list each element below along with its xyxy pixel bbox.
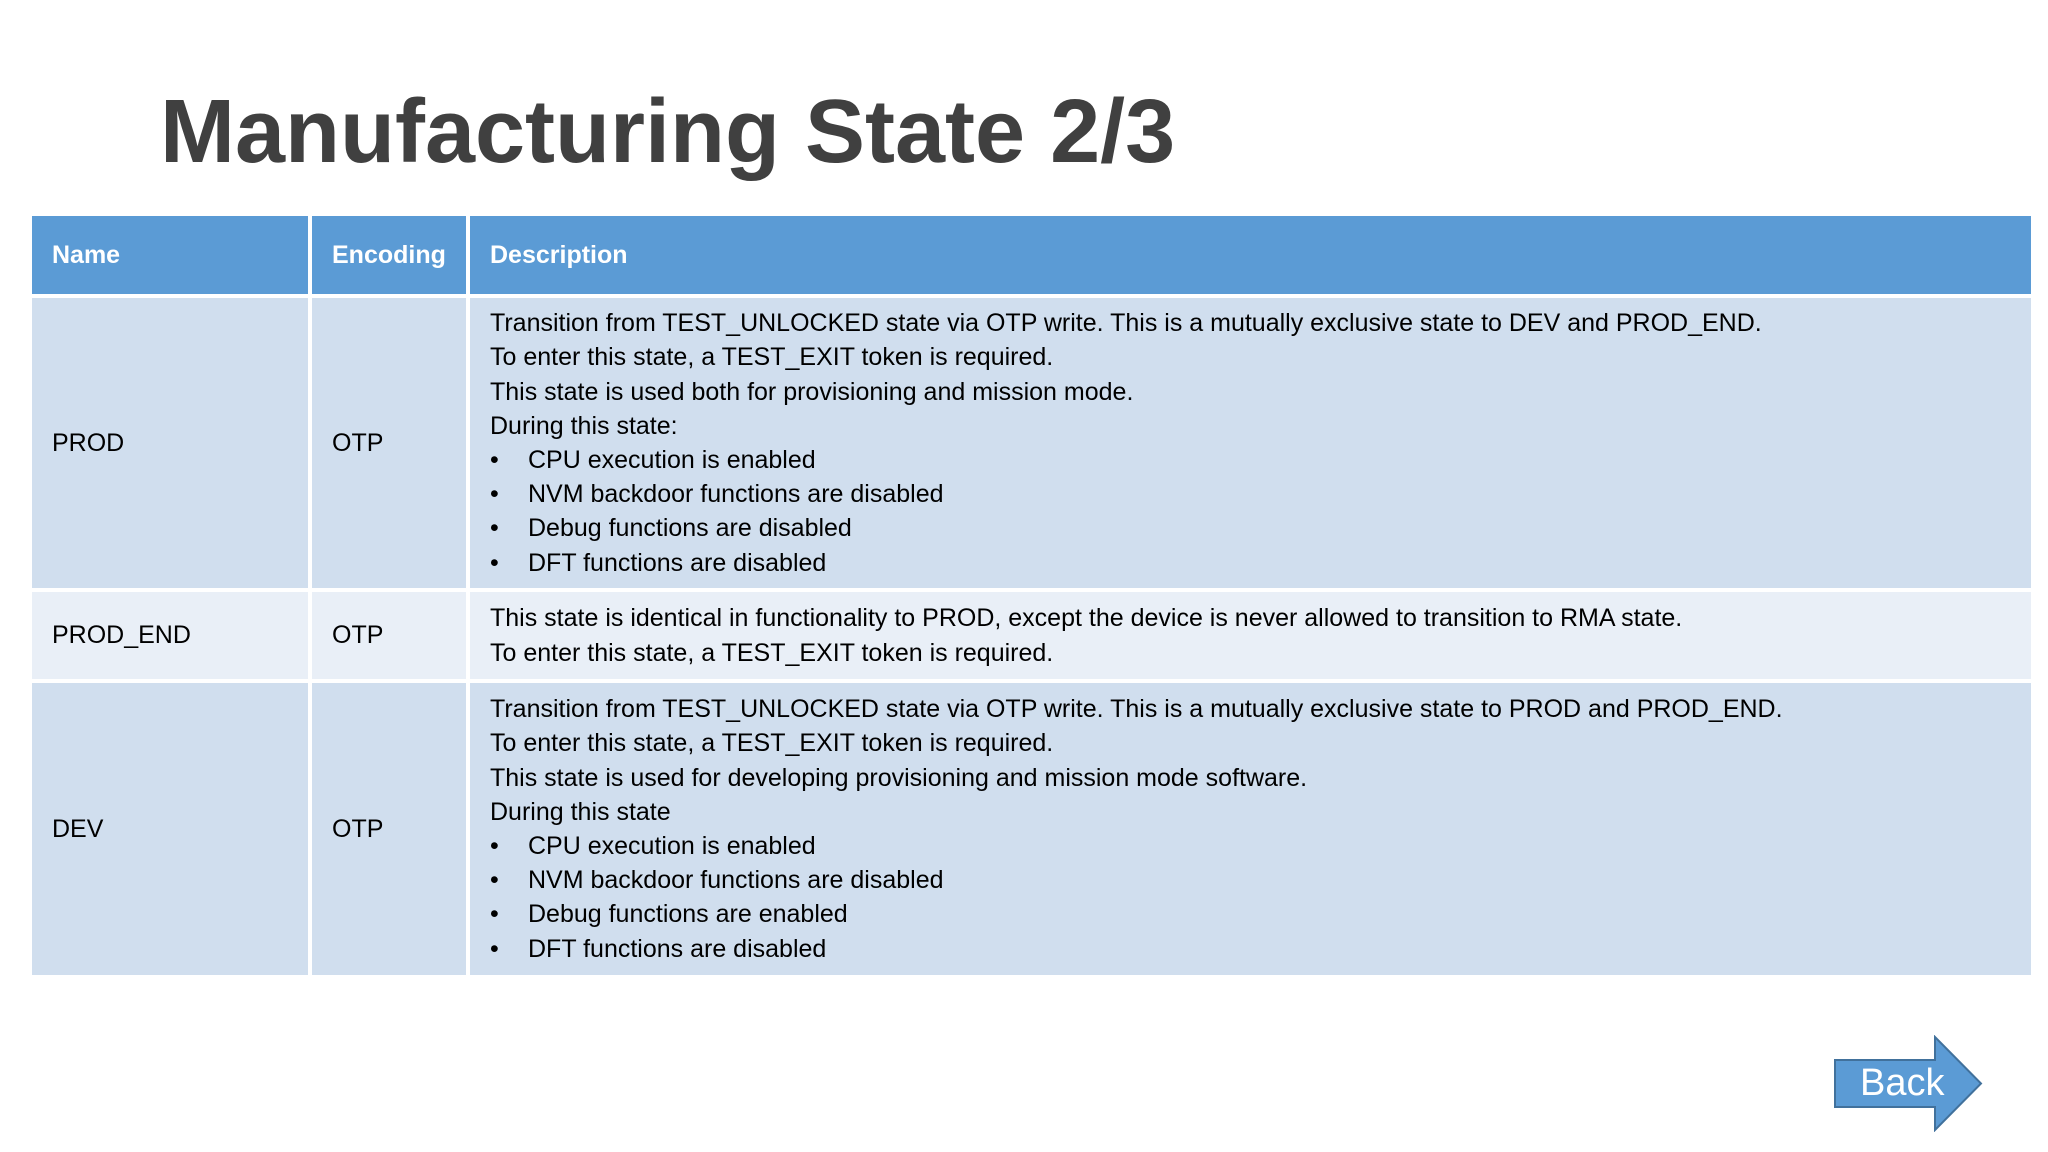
table-row-dev — [30, 681, 2033, 977]
bullet-item: • CPU execution is enabled — [490, 443, 2011, 477]
description-line: This state is identical in functionality to PROD, except the device is never allowed to transition to RMA state. — [490, 604, 1683, 633]
description-line: To enter this state, a TEST_EXIT token is required. — [490, 343, 1054, 372]
bullet-item: • NVM backdoor functions are disabled — [490, 477, 2011, 511]
column-header-name: Name — [30, 214, 310, 296]
bullet-item: • DFT functions are disabled — [490, 546, 2011, 580]
cell-encoding: OTP — [310, 590, 468, 681]
back-button-label: Back — [1860, 1062, 1945, 1104]
description-line: Transition from TEST_UNLOCKED state via OTP write. This is a mutually exclusive state to PROD and PROD_END. — [490, 695, 1783, 724]
cell-description — [468, 590, 2033, 681]
cell-description — [468, 296, 2033, 590]
table-row-prod-end — [30, 590, 2033, 681]
description-line: To enter this state, a TEST_EXIT token is required. — [490, 729, 1054, 758]
bullet-item: • NVM backdoor functions are disabled — [490, 863, 2011, 897]
cell-name: PROD — [30, 296, 310, 590]
description-line: Transition from TEST_UNLOCKED state via OTP write. This is a mutually exclusive state to DEV and PROD_END. — [490, 309, 1762, 338]
bullet-item: • Debug functions are enabled — [490, 897, 2011, 931]
description-line: To enter this state, a TEST_EXIT token is required. — [490, 638, 1054, 667]
bullet-item: • DFT functions are disabled — [490, 932, 2011, 966]
page-title: Manufacturing State 2/3 — [160, 82, 1176, 182]
description-line: During this state — [490, 797, 671, 826]
description-line: This state is used for developing provisioning and mission mode software. — [490, 763, 1308, 792]
bullet-item: • CPU execution is enabled — [490, 829, 2011, 863]
column-header-description: Description — [468, 214, 2033, 296]
cell-name: PROD_END — [30, 590, 310, 681]
bullet-item: • Debug functions are disabled — [490, 511, 2011, 545]
cell-encoding: OTP — [310, 296, 468, 590]
description-line: This state is used both for provisioning and mission mode. — [490, 377, 1134, 406]
cell-encoding: OTP — [310, 681, 468, 977]
table-header-row — [30, 214, 2033, 296]
cell-description — [468, 681, 2033, 977]
cell-name: DEV — [30, 681, 310, 977]
manufacturing-state-table — [28, 212, 2035, 979]
back-button[interactable] — [1833, 1035, 1983, 1132]
table-row-prod — [30, 296, 2033, 590]
column-header-encoding: Encoding — [310, 214, 468, 296]
description-line: During this state: — [490, 411, 678, 440]
